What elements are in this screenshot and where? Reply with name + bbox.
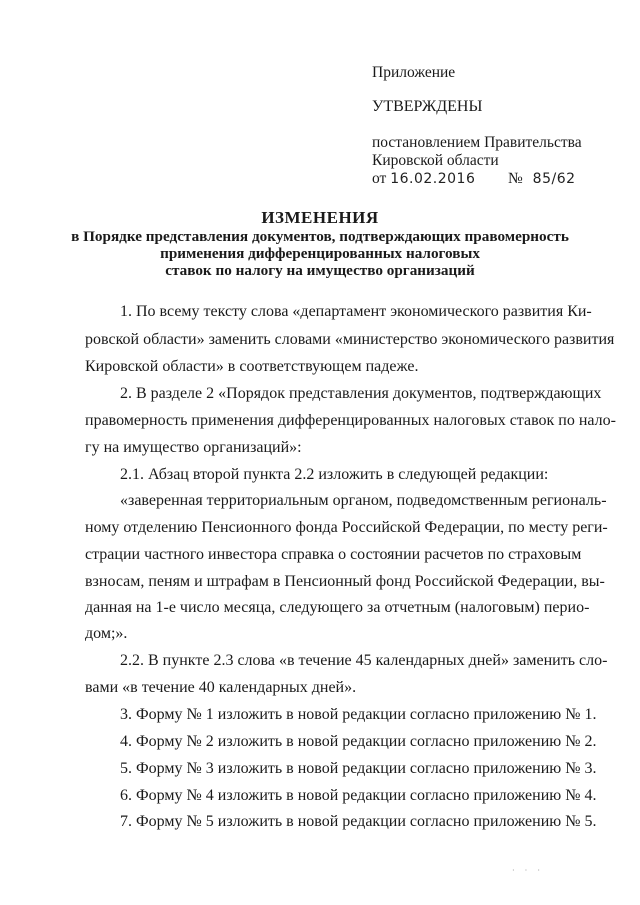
- approved-label: УТВЕРЖДЕНЫ: [372, 98, 483, 115]
- body-line: 7. Форму № 5 изложить в новой редакции согласно приложению № 5.: [120, 813, 597, 830]
- decree-line-2: Кировской области: [372, 152, 499, 169]
- number-prefix: №: [508, 170, 523, 187]
- body-line: 2.2. В пункте 2.3 слова «в течение 45 календарных дней» заменить сло-: [120, 652, 608, 669]
- body-line: ному отделению Пенсионного фонда Российской Федерации, по месту реги-: [85, 519, 608, 536]
- body-line: дом;».: [85, 625, 128, 642]
- body-line: взносам, пеням и штрафам в Пенсионный фонд Российской Федерации, вы-: [85, 573, 605, 590]
- body-line: 6. Форму № 4 изложить в новой редакции согласно приложению № 4.: [120, 787, 597, 804]
- body-line: данная на 1-е число месяца, следующего за отчетным (налоговым) перио-: [85, 599, 590, 616]
- body-line: гу на имущество организаций»:: [85, 439, 302, 456]
- body-line: 1. По всему тексту слова «департамент экономического развития Ки-: [120, 303, 592, 320]
- body-line: 3. Форму № 1 изложить в новой редакции согласно приложению № 1.: [120, 706, 597, 723]
- body-line: «заверенная территориальным органом, подведомственным региональ-: [120, 492, 607, 509]
- body-line: 4. Форму № 2 изложить в новой редакции согласно приложению № 2.: [120, 733, 597, 750]
- scan-marks: · · ·: [512, 866, 544, 875]
- body-line: вами «в течение 40 календарных дней».: [85, 679, 357, 696]
- date-line: [372, 170, 475, 188]
- number-handwritten: 85/62: [532, 171, 576, 187]
- title-line-3: ставок по налогу на имущество организаций: [165, 262, 475, 279]
- body-line: страции частного инвестора справка о состоянии расчетов по страховым: [85, 546, 582, 563]
- body-line: ровской области» заменить словами «министерство экономического развития: [85, 331, 615, 348]
- document-title: ИЗМЕНЕНИЯ: [261, 208, 379, 227]
- date-prefix: от: [372, 170, 387, 187]
- body-line: правомерность применения дифференцированных налоговых ставок по нало-: [85, 412, 616, 429]
- date-handwritten: 16.02.2016: [390, 171, 476, 187]
- body-line: 5. Форму № 3 изложить в новой редакции согласно приложению № 3.: [120, 760, 597, 777]
- appendix-label: Приложение: [372, 64, 456, 81]
- body-line: 2. В разделе 2 «Порядок представления документов, подтверждающих: [120, 385, 602, 402]
- body-line: 2.1. Абзац второй пункта 2.2 изложить в следующей редакции:: [120, 466, 549, 483]
- title-line-2: применения дифференцированных налоговых: [160, 245, 480, 262]
- number-line: [508, 170, 576, 188]
- body-line: Кировской области» в соответствующем падеже.: [85, 358, 419, 375]
- decree-line-1: постановлением Правительства: [372, 134, 582, 151]
- title-line-1: в Порядке представления документов, подтверждающих правомерность: [71, 228, 569, 245]
